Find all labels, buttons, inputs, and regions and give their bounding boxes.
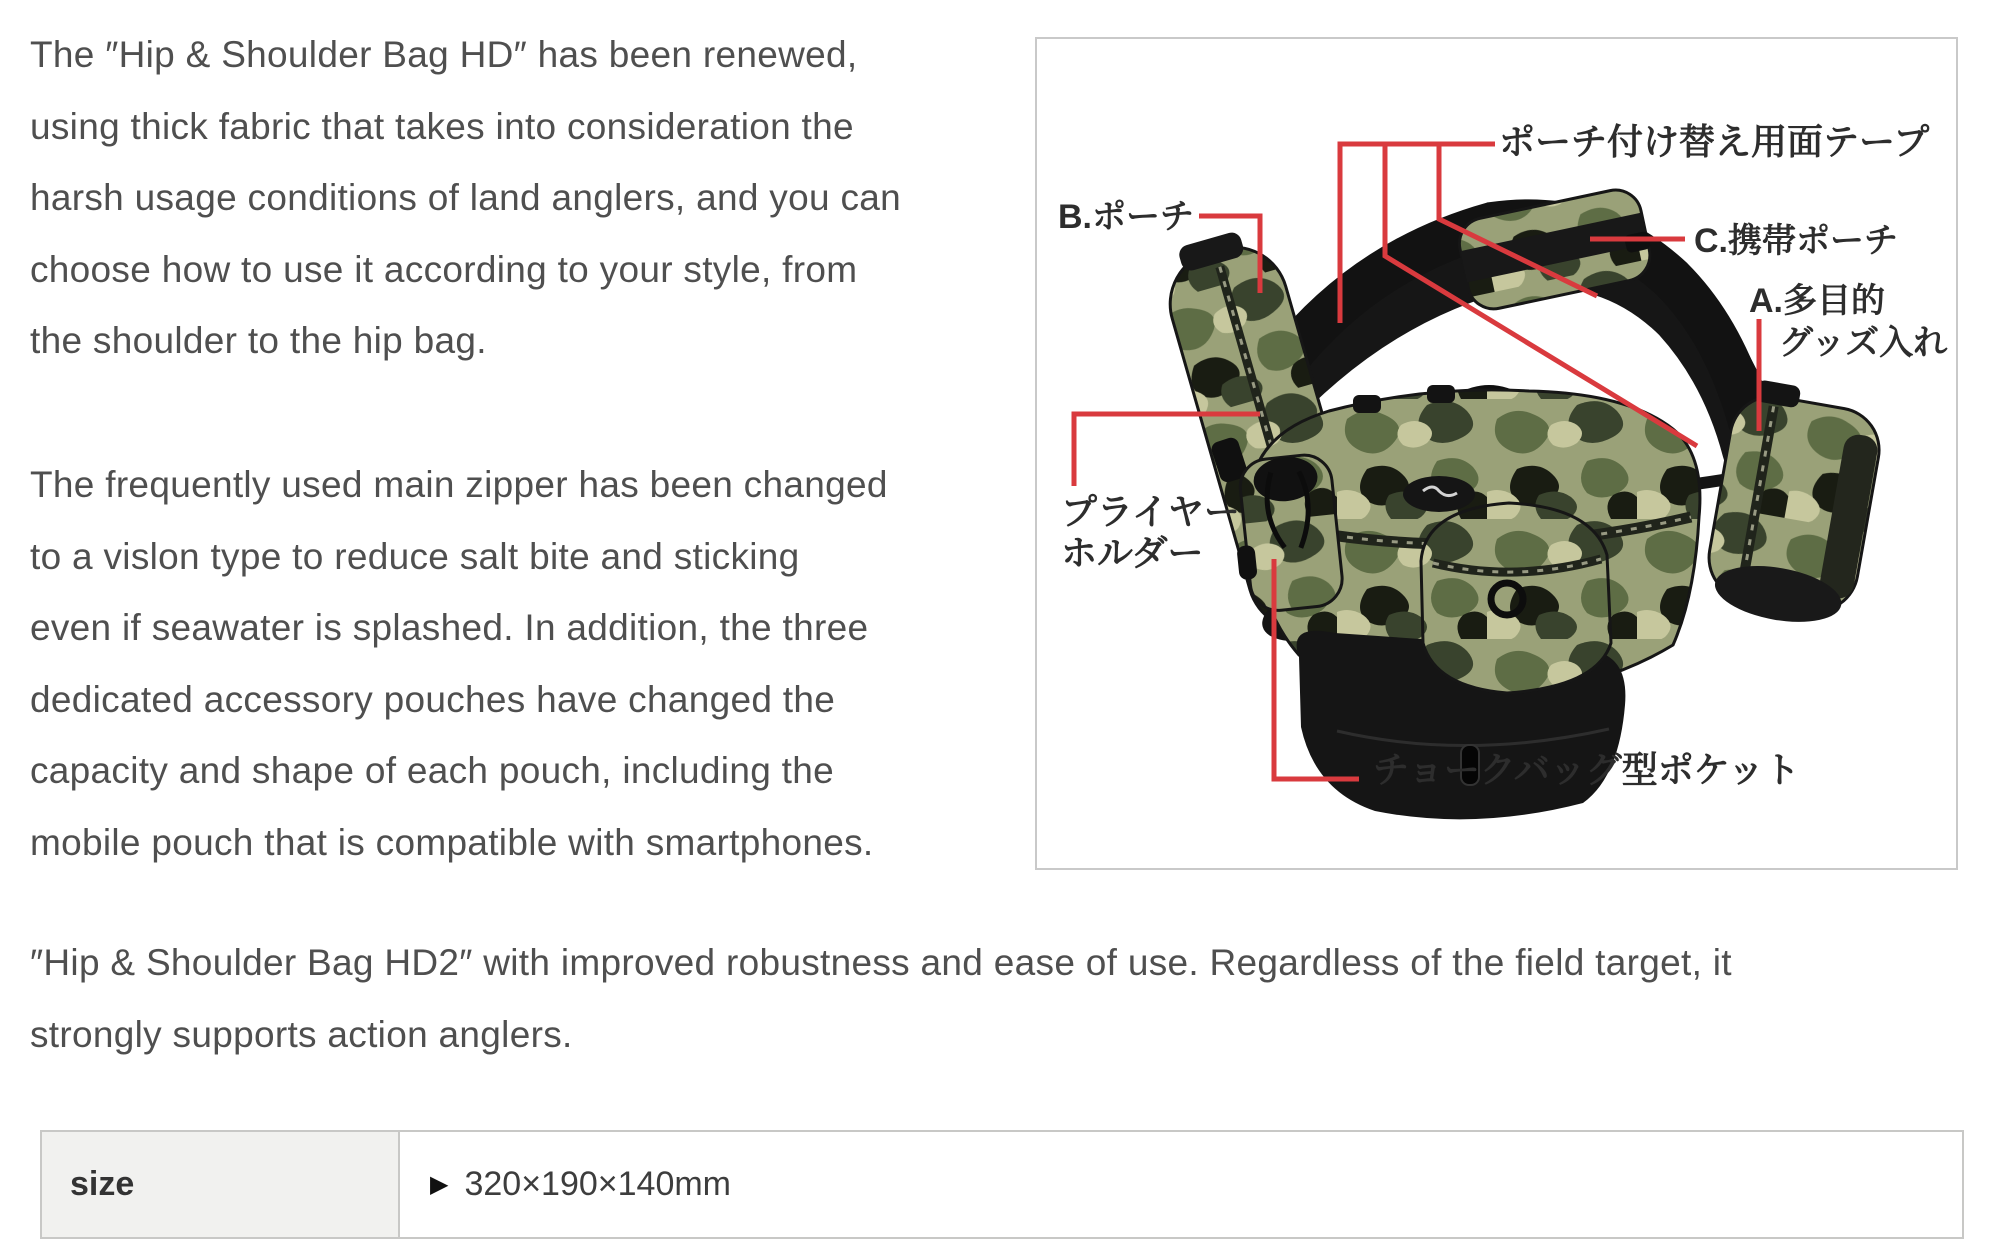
- front-pocket: [1421, 503, 1611, 693]
- label-chalk-pocket: チョークバッグ型ポケット: [1373, 749, 1800, 790]
- brand-logo: [1403, 476, 1475, 512]
- text-line: the shoulder to the hip bag.: [30, 320, 487, 361]
- label-pouch-a-line1: A.多目的: [1749, 282, 1885, 320]
- size-value: 320×190×140mm: [464, 1165, 732, 1203]
- text-line: ″Hip & Shoulder Bag HD2″ with improved robustness and ease of use. Regardless of the field target, it: [30, 942, 1732, 983]
- spec-row-label: size: [42, 1132, 400, 1237]
- text-line: The ″Hip & Shoulder Bag HD″ has been renewed,: [30, 34, 858, 75]
- text-line: harsh usage conditions of land anglers, and you can: [30, 177, 901, 218]
- product-diagram: [1035, 37, 1958, 870]
- text-line: even if seawater is splashed. In addition, the three: [30, 607, 869, 648]
- label-pouch-b: B.ポーチ: [1058, 198, 1194, 236]
- label-velcro-tape: ポーチ付け替え用面テープ: [1499, 121, 1930, 162]
- text-line: to a vislon type to reduce salt bite and sticking: [30, 535, 800, 577]
- label-pouch-a: [1749, 280, 1947, 364]
- label-pliers-holder: [1061, 491, 1240, 573]
- triangle-marker: ▶: [430, 1171, 449, 1198]
- bag-illustration: [1037, 39, 1956, 868]
- features-paragraph: [30, 449, 888, 878]
- intro-paragraph: [30, 19, 901, 377]
- text-line: choose how to use it according to your style, from: [30, 248, 858, 290]
- text-line: dedicated accessory pouches have changed the: [30, 678, 836, 720]
- label-pliers-line2: ホルダー: [1061, 532, 1204, 573]
- label-pliers-line1: プライヤー: [1061, 491, 1240, 532]
- label-pouch-a-line2: グッズ入れ: [1779, 324, 1948, 362]
- chalk-bag-pocket: [1228, 452, 1345, 614]
- text-line: using thick fabric that takes into consideration the: [30, 105, 854, 147]
- spec-table: [40, 1130, 1964, 1239]
- text-line: strongly supports action anglers.: [30, 1013, 573, 1055]
- spec-row-value: [400, 1132, 1962, 1237]
- summary-paragraph: [30, 927, 1732, 1070]
- text-line: mobile pouch that is compatible with smartphones.: [30, 821, 874, 863]
- text-line: capacity and shape of each pouch, including the: [30, 750, 834, 791]
- text-line: The frequently used main zipper has been changed: [30, 464, 888, 505]
- label-pouch-c: C.携帯ポーチ: [1694, 222, 1898, 260]
